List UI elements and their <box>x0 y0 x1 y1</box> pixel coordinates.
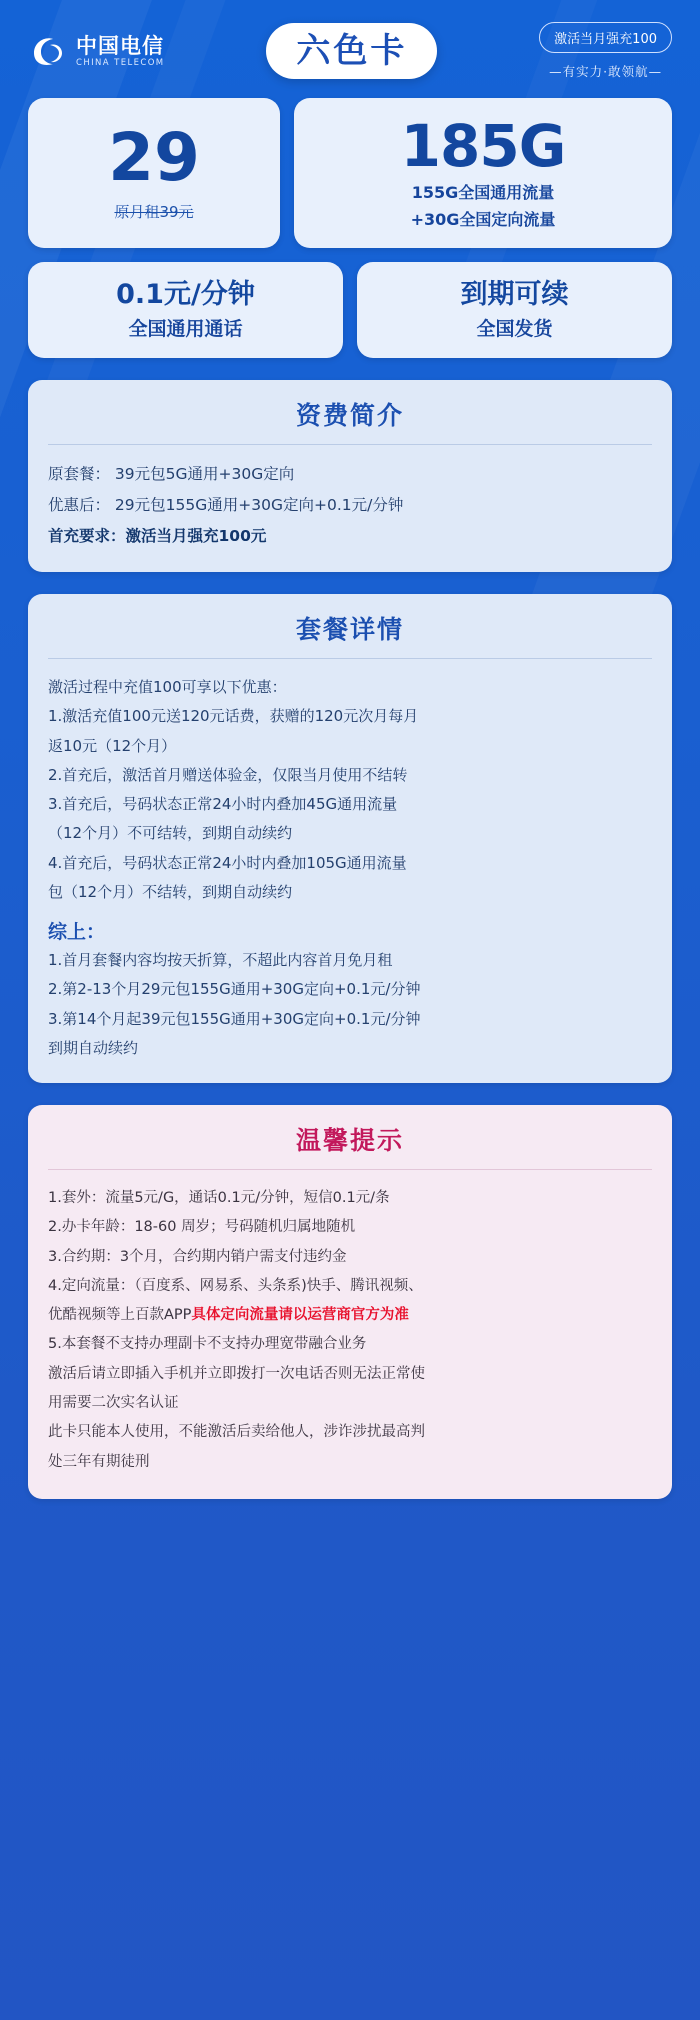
feature-title: 0.1元/分钟 <box>116 278 255 310</box>
feature-subtitle: 全国通用通话 <box>128 318 243 341</box>
brand-name-en: CHINA TELECOM <box>76 57 165 68</box>
data-general: 155G全国通用流量 <box>411 183 555 203</box>
fee-intro-line: 原套餐： 39元包5G通用+30G定向 <box>48 465 295 483</box>
feature-subtitle: 全国发货 <box>476 318 553 341</box>
feature-card-call-rate <box>28 262 343 358</box>
price-card <box>28 98 280 248</box>
price-row <box>28 98 672 248</box>
detail-line: 2.首充后，激活首月赠送体验金，仅限当月使用不结转 <box>48 765 408 784</box>
tip-line-text: 优酷视频等上百款APP <box>48 1307 192 1324</box>
china-telecom-logo-icon <box>28 31 68 71</box>
package-detail-panel <box>28 594 672 1083</box>
price-original: 原月租39元 <box>114 202 194 221</box>
divider <box>48 444 652 445</box>
tip-line: 处三年有期徒刑 <box>48 1453 150 1470</box>
feature-row <box>28 262 672 358</box>
data-total: 185G <box>400 111 566 180</box>
fee-intro-title: 资费简介 <box>295 401 404 430</box>
fee-intro-requirement: 首充要求：激活当月强充100元 <box>48 527 267 545</box>
tip-line: 1.套外：流量5元/G，通话0.1元/分钟，短信0.1元/条 <box>48 1190 390 1206</box>
summary-line: 2.第2-13个月29元包155G通用+30G定向+0.1元/分钟 <box>48 980 421 999</box>
tip-line: 此卡只能本人使用，不能激活后卖给他人，涉诈涉扰最高判 <box>48 1424 425 1441</box>
feature-card-renewal <box>357 262 672 358</box>
summary-heading: 综上： <box>48 921 106 943</box>
detail-line: 3.首充后，号码状态正常24小时内叠加45G通用流量 <box>48 795 398 813</box>
detail-line: 1.激活充值100元送120元话费，获赠的120元次月每月 <box>48 707 419 726</box>
tip-line: 激活后请立即插入手机并立即拨打一次电话否则无法正常使 <box>48 1365 425 1382</box>
promo-pill: 激活当月强充100 <box>539 22 672 53</box>
tip-line: 用需要二次实名认证 <box>48 1394 179 1411</box>
brand-slogan: —有实力·敢领航— <box>549 64 663 79</box>
tips-panel <box>28 1105 672 1499</box>
price-amount: 29 <box>108 118 200 196</box>
product-title-badge <box>266 23 437 79</box>
page-title: 六色卡 <box>296 31 408 71</box>
fee-intro-line: 优惠后： 29元包155G通用+30G定向+0.1元/分钟 <box>48 496 404 514</box>
summary-line: 1.首月套餐内容均按天折算，不超此内容首月免月租 <box>48 951 393 969</box>
detail-line: 包（12个月）不结转，到期自动续约 <box>48 882 293 901</box>
tip-line: 3.合约期：3个月，合约期内销户需支付违约金 <box>48 1248 347 1265</box>
fee-intro-panel <box>28 380 672 572</box>
brand-block <box>28 31 165 71</box>
divider <box>48 658 652 659</box>
header-right-block <box>539 22 672 80</box>
brand-name-cn: 中国电信 <box>76 33 164 58</box>
tip-highlight-text: 具体定向流量请以运营商官方为准 <box>191 1307 409 1324</box>
summary-line: 3.第14个月起39元包155G通用+30G定向+0.1元/分钟 <box>48 1009 421 1028</box>
data-directed: +30G全国定向流量 <box>410 210 556 230</box>
package-detail-title: 套餐详情 <box>295 615 404 644</box>
tip-line: 5.本套餐不支持办理副卡不支持办理宽带融合业务 <box>48 1336 367 1353</box>
tips-title: 温馨提示 <box>295 1126 404 1155</box>
detail-line: 激活过程中充值100可享以下优惠： <box>48 678 287 696</box>
tip-line: 4.定向流量：（百度系、网易系、头条系)快手、腾讯视频、 <box>48 1277 423 1294</box>
tip-line-with-highlight <box>48 1301 652 1330</box>
data-allowance-card <box>294 98 672 248</box>
detail-line: （12个月）不可结转，到期自动续约 <box>48 824 293 843</box>
divider <box>48 1169 652 1170</box>
summary-line: 到期自动续约 <box>48 1038 139 1057</box>
tip-line: 2.办卡年龄：18-60 周岁；号码随机归属地随机 <box>48 1219 356 1236</box>
feature-title: 到期可续 <box>460 278 569 310</box>
detail-line: 4.首充后，号码状态正常24小时内叠加105G通用流量 <box>48 853 407 872</box>
poster-header <box>28 18 672 90</box>
detail-line: 返10元（12个月） <box>48 736 177 755</box>
